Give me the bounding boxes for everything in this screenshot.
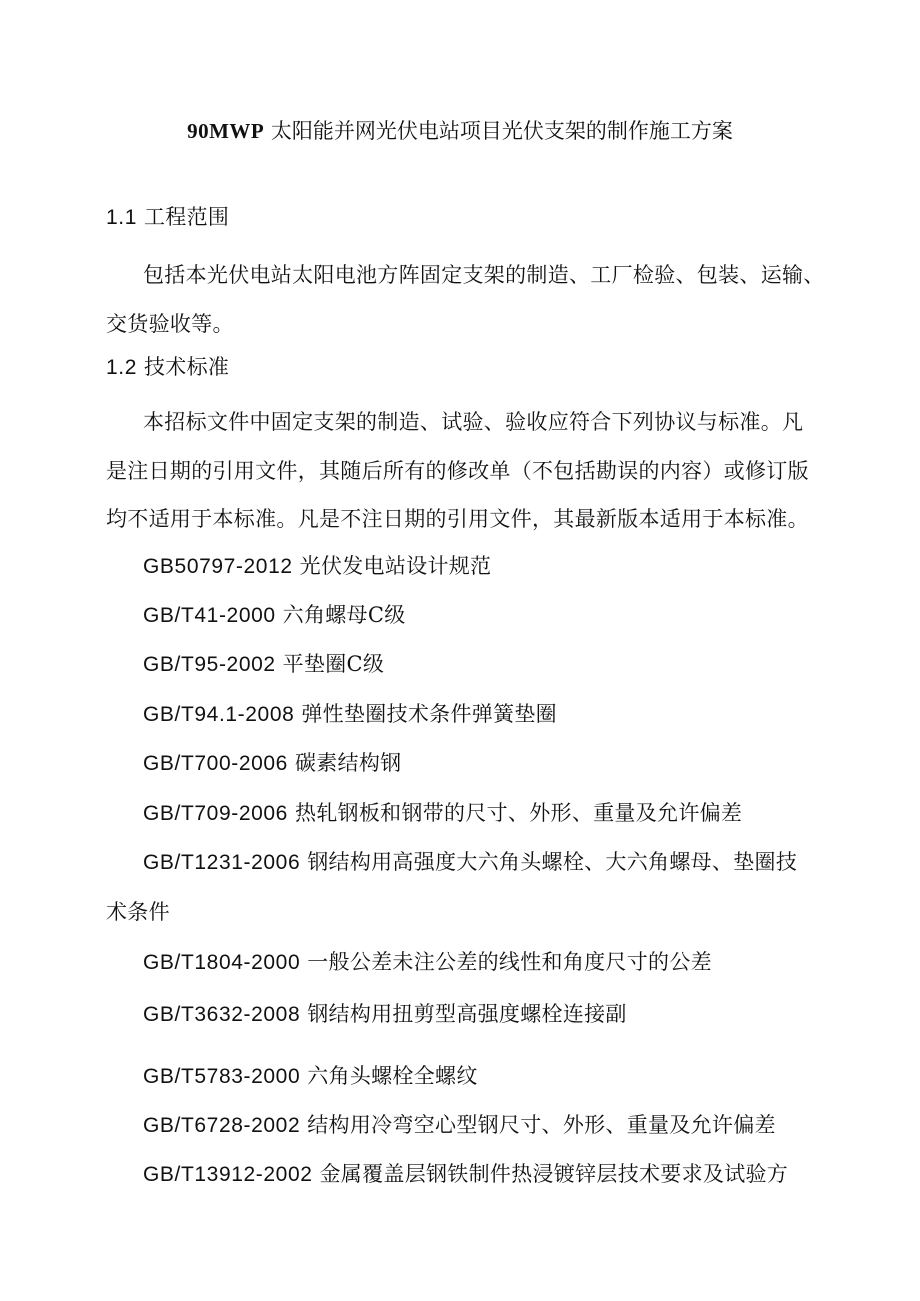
standard-code: GB/T709-2006 — [143, 802, 288, 825]
section-number: 1.1 — [106, 206, 137, 229]
title-text: 太阳能并网光伏电站项目光伏支架的制作施工方案 — [270, 119, 733, 143]
standard-name: 光伏发电站设计规范 — [299, 554, 492, 578]
paragraph-line: 交货验收等。 — [106, 312, 234, 336]
standard-name: 六角头螺栓全螺纹 — [307, 1064, 478, 1088]
standard-item — [143, 1111, 776, 1140]
standard-code: GB/T3632-2008 — [143, 1003, 301, 1026]
standard-name: 结构用冷弯空心型钢尺寸、外形、重量及允许偏差 — [307, 1113, 776, 1137]
standard-item — [143, 848, 797, 877]
standard-code: GB/T6728-2002 — [143, 1114, 301, 1137]
paragraph-line: 包括本光伏电站太阳电池方阵固定支架的制造、工厂检验、包装、运输、 — [143, 263, 825, 287]
standard-item — [143, 948, 712, 977]
standard-code: GB/T95-2002 — [143, 653, 276, 676]
section-heading-1-1 — [106, 203, 229, 232]
title-code: 90MWP — [187, 119, 265, 143]
standard-item — [143, 700, 557, 729]
section-heading-text: 技术标准 — [143, 355, 230, 379]
standard-code: GB50797-2012 — [143, 555, 293, 578]
standard-name: 金属覆盖层钢铁制件热浸镀锌层技术要求及试验方 — [319, 1162, 789, 1186]
standard-name: 弹性垫圈技术条件弹簧垫圈 — [301, 702, 557, 726]
standard-name: 钢结构用高强度大六角头螺栓、大六角螺母、垫圈技 — [307, 850, 798, 874]
standard-item — [143, 601, 406, 630]
standard-code: GB/T1804-2000 — [143, 951, 301, 974]
standard-name: 平垫圈C级 — [282, 652, 385, 676]
standard-code: GB/T13912-2002 — [143, 1163, 313, 1186]
paragraph-line: 本招标文件中固定支架的制造、试验、验收应符合下列协议与标准。凡 — [143, 410, 804, 434]
standard-item — [143, 1062, 478, 1091]
standard-name: 六角螺母C级 — [282, 603, 406, 627]
document-title — [0, 117, 920, 145]
standard-item-continuation: 术条件 — [106, 900, 170, 924]
standard-code: GB/T5783-2000 — [143, 1065, 301, 1088]
standard-item — [143, 552, 491, 581]
standard-name: 一般公差未注公差的线性和角度尺寸的公差 — [307, 950, 712, 974]
paragraph-line: 均不适用于本标准。凡是不注日期的引用文件，其最新版本适用于本标准。 — [106, 507, 809, 531]
paragraph-line: 是注日期的引用文件，其随后所有的修改单（不包括勘误的内容）或修订版 — [106, 459, 809, 483]
section-number: 1.2 — [106, 356, 137, 379]
section-heading-1-2 — [106, 353, 229, 382]
standard-item — [143, 799, 742, 828]
section-heading-text: 工程范围 — [143, 205, 230, 229]
standard-code: GB/T1231-2006 — [143, 851, 301, 874]
standard-item — [143, 1000, 627, 1029]
standard-name: 钢结构用扭剪型高强度螺栓连接副 — [307, 1002, 627, 1026]
standard-code: GB/T700-2006 — [143, 752, 288, 775]
standard-item — [143, 1160, 788, 1189]
standard-name: 热轧钢板和钢带的尺寸、外形、重量及允许偏差 — [294, 801, 743, 825]
standard-name: 碳素结构钢 — [294, 751, 402, 775]
standard-code: GB/T94.1-2008 — [143, 703, 295, 726]
standard-code: GB/T41-2000 — [143, 604, 276, 627]
standard-item — [143, 749, 401, 778]
standard-item — [143, 650, 384, 679]
